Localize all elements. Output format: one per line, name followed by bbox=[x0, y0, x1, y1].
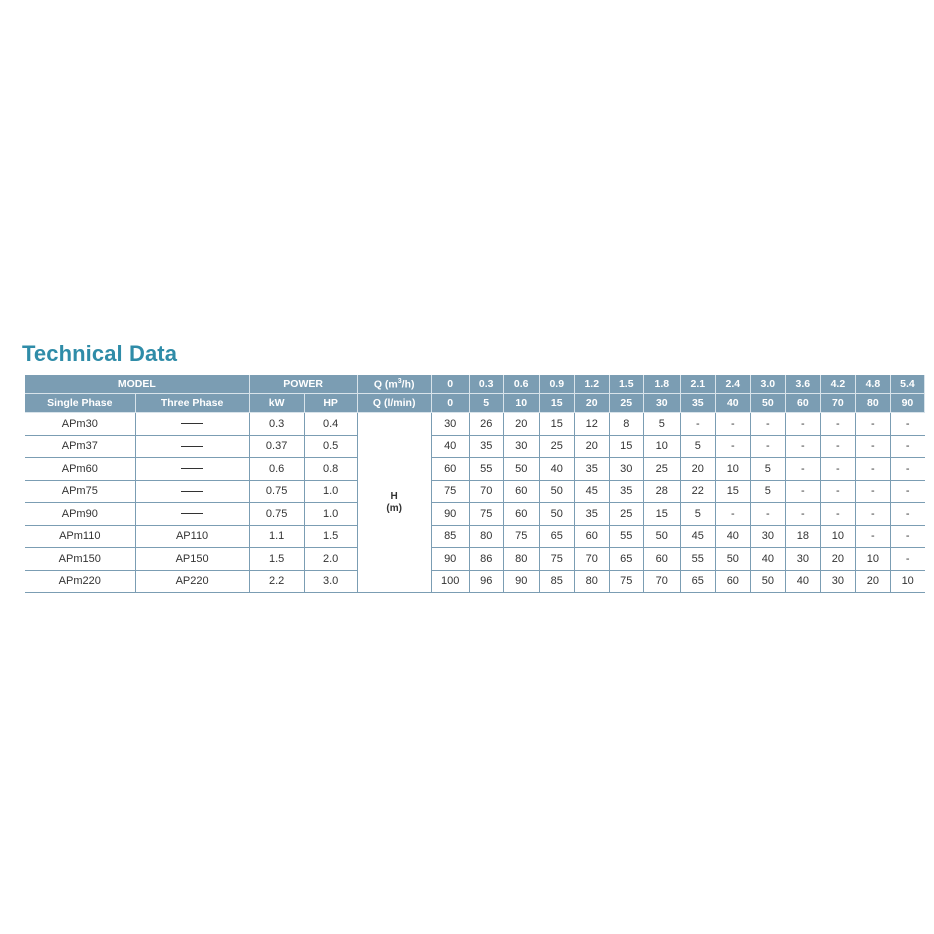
power-kw: 1.1 bbox=[249, 525, 304, 548]
head-value: - bbox=[680, 413, 715, 436]
three-phase-header: Three Phase bbox=[135, 394, 249, 413]
power-kw: 0.3 bbox=[249, 413, 304, 436]
head-value: 35 bbox=[574, 458, 609, 481]
not-available-dash bbox=[181, 491, 203, 492]
head-value: - bbox=[750, 413, 785, 436]
head-value: - bbox=[820, 503, 855, 526]
head-value: 30 bbox=[820, 570, 855, 593]
q-lmin-value: 80 bbox=[855, 394, 890, 413]
q-lmin-value: 15 bbox=[539, 394, 574, 413]
header-row-secondary bbox=[25, 394, 925, 413]
head-value: 60 bbox=[643, 548, 680, 571]
head-value: 10 bbox=[855, 548, 890, 571]
head-value: - bbox=[820, 435, 855, 458]
power-hp: 1.5 bbox=[304, 525, 357, 548]
power-hp: 1.0 bbox=[304, 480, 357, 503]
head-value: 45 bbox=[680, 525, 715, 548]
head-value: 40 bbox=[715, 525, 750, 548]
q-m3h-value: 3.0 bbox=[750, 375, 785, 394]
head-value: 55 bbox=[609, 525, 643, 548]
head-value: 50 bbox=[715, 548, 750, 571]
head-value: 75 bbox=[503, 525, 539, 548]
head-value: 12 bbox=[574, 413, 609, 436]
head-value: 50 bbox=[503, 458, 539, 481]
three-phase-model bbox=[135, 458, 249, 481]
head-value: 65 bbox=[539, 525, 574, 548]
head-value: 90 bbox=[431, 503, 469, 526]
head-value: - bbox=[715, 503, 750, 526]
head-value: 40 bbox=[539, 458, 574, 481]
head-value: 10 bbox=[643, 435, 680, 458]
head-value: - bbox=[785, 503, 820, 526]
head-value: 86 bbox=[469, 548, 503, 571]
kw-header: kW bbox=[249, 394, 304, 413]
q-lmin-value: 50 bbox=[750, 394, 785, 413]
head-value: 10 bbox=[715, 458, 750, 481]
head-value: 20 bbox=[680, 458, 715, 481]
q-m3h-value: 1.2 bbox=[574, 375, 609, 394]
head-value: 5 bbox=[680, 503, 715, 526]
q-lmin-header: Q (l/min) bbox=[357, 394, 431, 413]
head-value: 55 bbox=[469, 458, 503, 481]
head-value: 30 bbox=[431, 413, 469, 436]
q-m3h-value: 4.8 bbox=[855, 375, 890, 394]
q-m3h-value: 1.5 bbox=[609, 375, 643, 394]
power-kw: 1.5 bbox=[249, 548, 304, 571]
head-value: 50 bbox=[643, 525, 680, 548]
head-value: 40 bbox=[431, 435, 469, 458]
head-value: 60 bbox=[431, 458, 469, 481]
head-value: - bbox=[820, 480, 855, 503]
q-m3h-value: 5.4 bbox=[890, 375, 924, 394]
head-value: - bbox=[890, 548, 924, 571]
head-value: 50 bbox=[539, 503, 574, 526]
q-m3h-value: 4.2 bbox=[820, 375, 855, 394]
head-value: - bbox=[820, 458, 855, 481]
head-value: - bbox=[855, 503, 890, 526]
head-value: 15 bbox=[643, 503, 680, 526]
head-label-line: H bbox=[390, 490, 398, 502]
head-value: 35 bbox=[574, 503, 609, 526]
head-value: 90 bbox=[503, 570, 539, 593]
head-value: 20 bbox=[855, 570, 890, 593]
head-value: 15 bbox=[539, 413, 574, 436]
head-unit-label bbox=[357, 413, 431, 593]
power-hp: 0.8 bbox=[304, 458, 357, 481]
head-value: - bbox=[890, 413, 924, 436]
q-m3h-value: 0.6 bbox=[503, 375, 539, 394]
q-m3h-header: Q $(m^3/h)$ bbox=[357, 375, 431, 394]
head-value: 35 bbox=[609, 480, 643, 503]
head-value: 30 bbox=[503, 435, 539, 458]
not-available-dash bbox=[181, 446, 203, 447]
single-phase-model: APm110 bbox=[25, 525, 135, 548]
power-hp: 3.0 bbox=[304, 570, 357, 593]
head-value: 55 bbox=[680, 548, 715, 571]
head-value: 40 bbox=[785, 570, 820, 593]
three-phase-model bbox=[135, 480, 249, 503]
head-value: - bbox=[855, 480, 890, 503]
head-value: 60 bbox=[503, 503, 539, 526]
not-available-dash bbox=[181, 468, 203, 469]
head-value: 15 bbox=[715, 480, 750, 503]
head-value: 10 bbox=[890, 570, 924, 593]
table-row bbox=[25, 480, 925, 503]
head-value: 75 bbox=[431, 480, 469, 503]
power-kw: 0.75 bbox=[249, 503, 304, 526]
power-hp: 2.0 bbox=[304, 548, 357, 571]
head-value: 28 bbox=[643, 480, 680, 503]
head-value: 75 bbox=[539, 548, 574, 571]
head-value: 80 bbox=[574, 570, 609, 593]
head-value: 85 bbox=[431, 525, 469, 548]
table-row bbox=[25, 413, 925, 436]
head-value: 60 bbox=[574, 525, 609, 548]
page-title: Technical Data bbox=[22, 341, 178, 366]
power-kw: 0.75 bbox=[249, 480, 304, 503]
table-row bbox=[25, 503, 925, 526]
head-value: 80 bbox=[503, 548, 539, 571]
head-value: 50 bbox=[750, 570, 785, 593]
head-value: 20 bbox=[820, 548, 855, 571]
three-phase-model: AP150 bbox=[135, 548, 249, 571]
three-phase-model bbox=[135, 503, 249, 526]
head-value: - bbox=[890, 458, 924, 481]
head-value: 18 bbox=[785, 525, 820, 548]
power-kw: 2.2 bbox=[249, 570, 304, 593]
head-value: 25 bbox=[539, 435, 574, 458]
table-row bbox=[25, 548, 925, 571]
power-hp: 0.5 bbox=[304, 435, 357, 458]
q-lmin-value: 10 bbox=[503, 394, 539, 413]
q-m3h-value: 0.3 bbox=[469, 375, 503, 394]
q-m3h-value: 0.9 bbox=[539, 375, 574, 394]
head-value: - bbox=[785, 435, 820, 458]
power-kw: 0.6 bbox=[249, 458, 304, 481]
head-value: 75 bbox=[609, 570, 643, 593]
head-value: 15 bbox=[609, 435, 643, 458]
q-lmin-value: 60 bbox=[785, 394, 820, 413]
table-row bbox=[25, 435, 925, 458]
head-value: 5 bbox=[750, 480, 785, 503]
single-phase-header: Single Phase bbox=[25, 394, 135, 413]
head-value: - bbox=[855, 435, 890, 458]
three-phase-model: AP110 bbox=[135, 525, 249, 548]
q-lmin-value: 5 bbox=[469, 394, 503, 413]
single-phase-model: APm37 bbox=[25, 435, 135, 458]
head-value: 70 bbox=[643, 570, 680, 593]
head-value: 5 bbox=[750, 458, 785, 481]
head-value: 70 bbox=[469, 480, 503, 503]
head-value: - bbox=[785, 458, 820, 481]
head-value: 96 bbox=[469, 570, 503, 593]
head-value: - bbox=[890, 503, 924, 526]
q-m3h-value: 3.6 bbox=[785, 375, 820, 394]
head-value: 75 bbox=[469, 503, 503, 526]
three-phase-model: AP220 bbox=[135, 570, 249, 593]
head-value: 30 bbox=[750, 525, 785, 548]
power-header: POWER bbox=[249, 375, 357, 394]
q-lmin-value: 70 bbox=[820, 394, 855, 413]
power-hp: 1.0 bbox=[304, 503, 357, 526]
head-value: 35 bbox=[469, 435, 503, 458]
head-value: - bbox=[750, 435, 785, 458]
q-lmin-value: 0 bbox=[431, 394, 469, 413]
head-value: 30 bbox=[609, 458, 643, 481]
header-row-primary bbox=[25, 375, 925, 394]
head-value: - bbox=[890, 435, 924, 458]
head-value: - bbox=[820, 413, 855, 436]
q-lmin-value: 25 bbox=[609, 394, 643, 413]
head-value: - bbox=[715, 435, 750, 458]
head-value: 60 bbox=[503, 480, 539, 503]
head-value: 70 bbox=[574, 548, 609, 571]
head-value: 45 bbox=[574, 480, 609, 503]
head-value: 60 bbox=[715, 570, 750, 593]
head-value: 50 bbox=[539, 480, 574, 503]
head-value: 20 bbox=[574, 435, 609, 458]
head-value: 26 bbox=[469, 413, 503, 436]
head-value: 40 bbox=[750, 548, 785, 571]
head-value: - bbox=[890, 525, 924, 548]
table-row bbox=[25, 458, 925, 481]
head-value: 65 bbox=[609, 548, 643, 571]
head-value: - bbox=[855, 413, 890, 436]
head-value: - bbox=[890, 480, 924, 503]
not-available-dash bbox=[181, 513, 203, 514]
head-value: - bbox=[855, 525, 890, 548]
technical-data-table bbox=[25, 375, 925, 593]
three-phase-model bbox=[135, 413, 249, 436]
q-lmin-value: 40 bbox=[715, 394, 750, 413]
table-body bbox=[25, 413, 925, 593]
q-m3h-value: 0 bbox=[431, 375, 469, 394]
head-value: - bbox=[750, 503, 785, 526]
head-value: - bbox=[715, 413, 750, 436]
head-value: 25 bbox=[643, 458, 680, 481]
table-row bbox=[25, 570, 925, 593]
table-row bbox=[25, 525, 925, 548]
single-phase-model: APm150 bbox=[25, 548, 135, 571]
single-phase-model: APm90 bbox=[25, 503, 135, 526]
single-phase-model: APm30 bbox=[25, 413, 135, 436]
head-value: 25 bbox=[609, 503, 643, 526]
head-value: 8 bbox=[609, 413, 643, 436]
single-phase-model: APm220 bbox=[25, 570, 135, 593]
power-kw: 0.37 bbox=[249, 435, 304, 458]
head-value: 30 bbox=[785, 548, 820, 571]
hp-header: HP bbox=[304, 394, 357, 413]
head-value: 5 bbox=[643, 413, 680, 436]
not-available-dash bbox=[181, 423, 203, 424]
q-lmin-value: 30 bbox=[643, 394, 680, 413]
single-phase-model: APm75 bbox=[25, 480, 135, 503]
head-value: - bbox=[785, 480, 820, 503]
power-hp: 0.4 bbox=[304, 413, 357, 436]
head-value: 80 bbox=[469, 525, 503, 548]
q-lmin-value: 35 bbox=[680, 394, 715, 413]
head-value: 22 bbox=[680, 480, 715, 503]
head-value: 10 bbox=[820, 525, 855, 548]
head-value: 65 bbox=[680, 570, 715, 593]
single-phase-model: APm60 bbox=[25, 458, 135, 481]
head-value: 90 bbox=[431, 548, 469, 571]
head-value: 20 bbox=[503, 413, 539, 436]
head-value: - bbox=[855, 458, 890, 481]
q-lmin-value: 20 bbox=[574, 394, 609, 413]
head-value: 5 bbox=[680, 435, 715, 458]
three-phase-model bbox=[135, 435, 249, 458]
head-label-line: (m) bbox=[386, 502, 402, 514]
model-header: MODEL bbox=[25, 375, 249, 394]
head-value: 100 bbox=[431, 570, 469, 593]
q-m3h-value: 2.4 bbox=[715, 375, 750, 394]
q-m3h-value: 2.1 bbox=[680, 375, 715, 394]
head-value: - bbox=[785, 413, 820, 436]
q-m3h-value: 1.8 bbox=[643, 375, 680, 394]
head-value: 85 bbox=[539, 570, 574, 593]
q-lmin-value: 90 bbox=[890, 394, 924, 413]
